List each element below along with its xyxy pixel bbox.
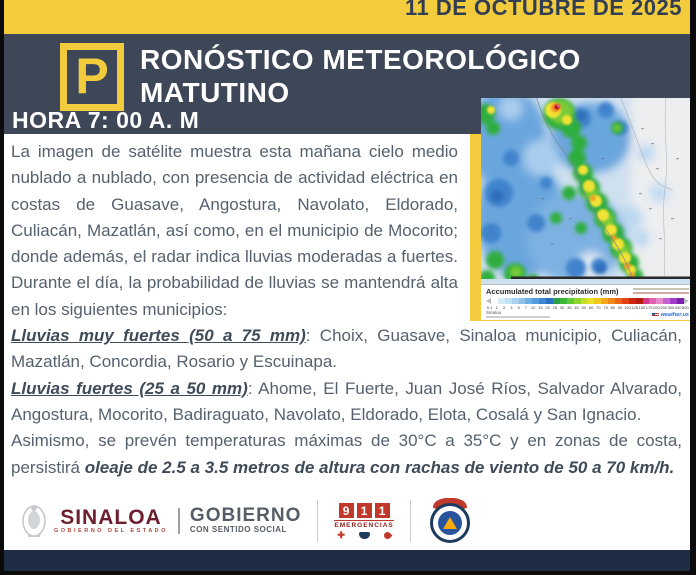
footer-divider: [317, 500, 318, 542]
colorbar-cell: [519, 298, 526, 304]
brand-label: weather.us: [660, 312, 689, 318]
outlook-line: [11, 428, 682, 481]
colorbar-cell: [574, 298, 581, 304]
colorbar-cell: [581, 298, 588, 304]
colorbar-cell: [532, 298, 539, 304]
colorbar-tick-label: 175: [645, 304, 653, 310]
intro-paragraph: La imagen de satélite muestra esta mañana cielo medio nublado a nublado, con presencia de actividad eléctrica en costas de Guasave, Angostura, Navolato, Eldorado, Culiacán, Mazatlán, así como, en el municipio de Mocorito; donde además, el radar indica lluvias moderadas a fuertes. Durante el día, la probabilidad de lluvias se mantendrá alta en los siguientes municipios:: [11, 142, 458, 319]
colorbar-tick-label: 70: [596, 304, 601, 310]
colorbar-cell: [601, 298, 608, 304]
sinaloa-logo: [54, 508, 168, 534]
colorbar-tick-label: 250: [660, 304, 667, 310]
bottom-bar: [4, 550, 690, 571]
colorbar-tick-label: 125: [631, 304, 638, 310]
proteccion-civil-seal: [427, 498, 473, 544]
colorbar-tick-label: 200: [653, 304, 660, 310]
colorbar-tick-label: 60: [588, 304, 594, 310]
map-legend: [481, 284, 694, 320]
colorbar-tick-label: 150: [638, 304, 646, 310]
very-heavy-rain-municipalities: : Choix, Guasave, Sinaloa municipio, Culiacán, Mazatlán, Concordia, Rosario y Escuinapa.: [11, 326, 683, 372]
p-logo-letter: P: [75, 48, 109, 104]
legend-valid-period: [633, 288, 689, 295]
colorbar-tick-label: 400: [674, 304, 682, 310]
colorbar-cell: [567, 298, 574, 304]
colorbar-left-arrow: [486, 298, 491, 304]
us-flag-icon: [652, 313, 659, 318]
colorbar-cell: [594, 298, 601, 304]
colorbar-tick-label: 10: [530, 304, 536, 310]
p-logo-icon: [60, 43, 124, 111]
colorbar-tick-label: 80: [610, 304, 616, 310]
footer-divider: [178, 508, 180, 534]
gobierno-title: GOBIERNO: [189, 505, 302, 526]
colorbar-cell: [512, 298, 519, 304]
emergency-911-logo: [334, 503, 393, 539]
colorbar-cell: [670, 298, 677, 304]
precipitation-map-panel: [481, 98, 694, 318]
colorbar-tick-label: 500: [682, 304, 689, 310]
legend-colorbar: [486, 298, 689, 304]
outlook-bold: oleaje de 2.5 a 3.5 metros de altura con rachas de viento de 50 a 70 km/h.: [84, 457, 675, 477]
footer-divider: [410, 500, 411, 542]
footer: [4, 492, 690, 550]
report-time: HORA 7: 00 A. M: [12, 107, 200, 133]
legend-region: [486, 311, 550, 319]
colorbar-tick-label: 3: [510, 304, 513, 310]
seal-inner-circle: [438, 511, 462, 535]
colorbar-tick-label: 5: [517, 304, 520, 310]
colorbar-tick-label: 75: [603, 304, 608, 310]
heavy-rain-label: Lluvias fuertes (25 a 50 mm): [11, 378, 248, 398]
very-heavy-rain-label: Lluvias muy fuertes (50 a 75 mm): [11, 326, 306, 346]
date-banner: [4, 0, 690, 34]
colorbar-tick-label: 25: [552, 304, 558, 310]
precipitation-map: [481, 98, 694, 279]
title-line-1: RONÓSTICO METEOROLÓGICO: [140, 44, 581, 75]
colorbar-tick-label: 20: [545, 304, 550, 310]
colorbar-cell: [663, 298, 670, 304]
colorbar-cell: [608, 298, 615, 304]
colorbar-cell: [649, 298, 656, 304]
outlook-plain: Asimismo, se prevén temperaturas máximas de 30°C a 35°C y en zonas de costa, persistirá: [11, 431, 682, 477]
colorbar-tick-label: 0.1: [486, 304, 493, 310]
seal-ring: [430, 503, 470, 543]
emergencias-label: EMERGENCIAS: [334, 522, 394, 529]
colorbar-tick-label: 90: [617, 304, 623, 310]
sinaloa-logo-sub: GOBIERNO DEL ESTADO: [54, 528, 168, 534]
legend-title: Accumulated total precipitation (mm): [486, 287, 619, 296]
heavy-rain-line: [11, 376, 682, 429]
colorbar-tick-label: 2: [503, 304, 506, 310]
medical-cross-icon: ✚: [337, 530, 345, 540]
legend-model-run-text: [486, 316, 550, 318]
colorbar-cell: [622, 298, 629, 304]
heavy-rain-municipalities: : Ahome, El Fuerte, Juan José Ríos, Salvador Alvarado, Angostura, Mocorito, Badiraguato, Navolato, Eldorado, Elota, Cosalá y San Ignacio.: [11, 378, 682, 424]
sinaloa-logo-name: SINALOA: [60, 506, 162, 529]
colorbar-tick-label: 35: [567, 304, 572, 310]
colorbar-cell: [656, 298, 663, 304]
civil-protection-triangle-icon: [443, 517, 457, 529]
sinaloa-eagle-emblem: [20, 501, 48, 541]
colorbar-cell: [546, 298, 553, 304]
legend-brand: [652, 312, 689, 318]
colorbar-cell: [505, 298, 512, 304]
colorbar-cell: [615, 298, 622, 304]
colorbar-cell: [587, 298, 594, 304]
colorbar-tick-label: 7: [524, 304, 527, 310]
digit-1b: 1: [375, 503, 390, 518]
colorbar-tick-label: 50: [581, 304, 587, 310]
colorbar-cell: [491, 298, 498, 304]
date-text: 11 DE OCTUBRE DE 2025: [404, 0, 682, 20]
legend-region-label: Sinaloa: [486, 309, 502, 315]
colorbar-cell: [498, 298, 505, 304]
colorbar-right-arrow: [684, 298, 689, 304]
colorbar-cell: [525, 298, 532, 304]
colorbar-cell: [629, 298, 636, 304]
colorbar-tick-label: 1: [495, 304, 498, 310]
colorbar-cell: [539, 298, 546, 304]
colorbar-tick-label: 40: [574, 304, 579, 310]
map-frame-left: [470, 134, 481, 315]
colorbar-cell: [553, 298, 560, 304]
title-line-2: MATUTINO: [140, 77, 290, 108]
legend-scale-labels: [486, 305, 689, 310]
digit-1a: 1: [357, 503, 372, 518]
fire-flame-icon: [382, 530, 392, 540]
gobierno-wordmark: [190, 507, 301, 535]
colorbar-tick-label: 15: [538, 304, 543, 310]
colorbar-tick-label: 30: [559, 304, 565, 310]
colorbar-cell: [643, 298, 650, 304]
gobierno-sub: CON SENTIDO SOCIAL: [189, 525, 287, 534]
colorbar-tick-label: 100: [624, 304, 631, 310]
colorbar-tick-label: 300: [667, 304, 675, 310]
digit-9: 9: [339, 503, 354, 518]
police-shield-icon: [359, 532, 370, 539]
very-heavy-rain-line: [11, 323, 682, 376]
colorbar-cell: [636, 298, 643, 304]
colorbar-cell: [560, 298, 567, 304]
colorbar-cell: [677, 298, 684, 304]
